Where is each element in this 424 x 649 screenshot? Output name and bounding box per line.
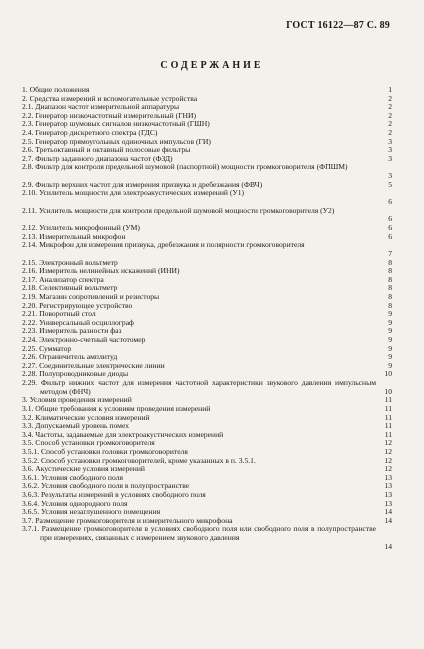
toc-entry-number: 3.6.1. — [22, 473, 41, 482]
toc-entry — [22, 448, 392, 457]
toc-entry-page: 9 — [388, 352, 392, 362]
toc-entry-text — [22, 146, 376, 155]
toc-entry-page: 11 — [384, 412, 392, 422]
toc-entry-number: 2.1. — [22, 103, 36, 112]
table-of-contents — [22, 86, 392, 551]
toc-entry-number: 3. — [22, 396, 30, 405]
toc-entry-page: 6 — [388, 214, 392, 224]
toc-entry-title: Фильтр для контроля предельной шумовой (паспортной) мощности громкоговорителя (ФПШМ) — [35, 163, 348, 172]
toc-entry — [22, 155, 392, 164]
toc-entry — [22, 163, 392, 180]
toc-entry-text — [22, 310, 376, 319]
toc-entry-text — [22, 508, 376, 517]
toc-entry — [22, 379, 392, 396]
toc-entry — [22, 120, 392, 129]
toc-entry — [22, 259, 392, 268]
toc-entry-number: 2.7. — [22, 154, 36, 163]
toc-entry — [22, 103, 392, 112]
toc-entry-title: Климатические условия измерений — [35, 413, 150, 422]
toc-entry-text — [22, 414, 376, 423]
toc-entry-text — [22, 112, 376, 121]
toc-entry-text — [22, 293, 376, 302]
toc-entry-title: Генератор прямоугольных одиночных импульсов (ГИ) — [35, 137, 211, 146]
toc-entry — [22, 370, 392, 379]
toc-entry — [22, 482, 392, 491]
toc-entry-title: Усилитель мощности для контроля предельной шумовой мощности громкоговорителя (У2) — [38, 206, 335, 215]
toc-entry-title: Общие требования к условиям проведения измерений — [35, 404, 211, 413]
toc-entry — [22, 431, 392, 440]
toc-entry-page: 8 — [388, 266, 392, 276]
toc-entry — [22, 396, 392, 405]
toc-entry-title: Допускаемый уровень помех — [35, 422, 130, 431]
toc-entry-number: 2.13. — [22, 232, 40, 241]
toc-entry-page: 9 — [388, 335, 392, 345]
toc-entry-title: Размещение громкоговорителя и измерительного микрофона — [35, 516, 233, 525]
toc-entry-title: Условия свободного поля — [40, 473, 123, 482]
toc-entry-number: 3.6.3. — [22, 490, 41, 499]
toc-entry-number: 2.27. — [22, 361, 40, 370]
toc-entry-page: 8 — [388, 292, 392, 302]
toc-entry-number: 3.1. — [22, 404, 36, 413]
toc-entry-number: 2.15. — [22, 258, 40, 267]
toc-entry-title: Электронный вольтметр — [39, 258, 118, 267]
toc-entry-text — [22, 224, 376, 233]
toc-entry — [22, 525, 392, 551]
toc-entry-number: 2.18. — [22, 284, 40, 293]
toc-entry-number: 2.14. — [22, 241, 40, 250]
toc-entry-page: 3 — [388, 153, 392, 163]
toc-entry — [22, 310, 392, 319]
toc-entry-number: 3.5.2. — [22, 456, 41, 465]
toc-entry-page: 14 — [384, 541, 392, 551]
toc-entry-page: 13 — [384, 472, 392, 482]
toc-entry-text — [22, 396, 376, 405]
toc-entry-title: Генератор низкочастотный измерительный (ГНИ) — [35, 111, 197, 120]
toc-entry — [22, 112, 392, 121]
toc-entry-text — [22, 155, 376, 164]
toc-entry — [22, 336, 392, 345]
toc-entry-title: Способ установки громкоговорителей, кроме указанных в п. 3.5.1. — [40, 456, 256, 465]
toc-entry — [22, 500, 392, 509]
toc-entry — [22, 457, 392, 466]
toc-entry-title: Третьоктавный и октавный полосовые фильтры — [35, 146, 191, 155]
toc-entry-page: 14 — [384, 515, 392, 525]
toc-entry — [22, 353, 392, 362]
toc-entry-number: 2.26. — [22, 353, 40, 362]
toc-entry — [22, 189, 392, 206]
toc-entry-title: Усилитель микрофонный (УМ) — [39, 224, 140, 233]
toc-entry-number: 2.29. — [22, 379, 41, 387]
toc-entry — [22, 327, 392, 336]
toc-entry-number: 1. — [22, 86, 30, 94]
toc-entry-text — [22, 482, 376, 491]
toc-entry-title: Размещение громкоговорителя в условиях свободного поля или свободного поля в полупространстве при измерениях, связанных с измерением звукового давления — [40, 525, 376, 542]
toc-entry-title: Магазин сопротивлений и резисторы — [39, 293, 160, 302]
toc-entry-text — [22, 207, 376, 216]
toc-entry-page: 11 — [384, 395, 392, 405]
toc-entry-page: 8 — [388, 283, 392, 293]
toc-entry — [22, 362, 392, 371]
toc-entry-page: 9 — [388, 326, 392, 336]
toc-entry-text — [22, 129, 376, 138]
toc-entry — [22, 474, 392, 483]
toc-entry-title: Диапазон частот измерительной аппаратуры — [35, 103, 180, 112]
toc-entry — [22, 86, 392, 95]
toc-entry-text — [22, 491, 376, 500]
toc-entry — [22, 284, 392, 293]
toc-entry-text — [22, 353, 376, 362]
toc-entry-title: Условия проведения измерений — [29, 396, 132, 405]
toc-entry-text — [22, 379, 376, 396]
toc-entry-number: 3.5. — [22, 439, 36, 448]
toc-entry-title: Полупроводниковые диоды — [39, 370, 129, 379]
toc-entry-title: Способ установки головки громкоговорителя — [40, 447, 188, 456]
toc-entry-page: 2 — [388, 110, 392, 120]
toc-entry-page: 5 — [388, 179, 392, 189]
toc-entry-text — [22, 120, 376, 129]
toc-entry-number: 2.17. — [22, 275, 40, 284]
toc-entry-title: Ограничитель амплитуд — [39, 353, 118, 362]
toc-entry — [22, 181, 392, 190]
toc-entry-number: 2.11. — [22, 206, 39, 215]
toc-entry-page: 10 — [384, 369, 392, 379]
toc-entry-text — [22, 345, 376, 354]
toc-entry — [22, 345, 392, 354]
toc-entry-text — [22, 448, 376, 457]
toc-entry-text — [22, 241, 376, 250]
toc-entry-text — [22, 103, 376, 112]
toc-entry-page: 12 — [384, 438, 392, 448]
toc-entry — [22, 465, 392, 474]
toc-entry-page: 9 — [388, 317, 392, 327]
toc-entry-text — [22, 517, 376, 526]
toc-entry-page: 13 — [384, 489, 392, 499]
toc-entry-title: Фильтр верхних частот для измерения призвука и дребезжания (ФВЧ) — [35, 180, 263, 189]
toc-entry-text — [22, 431, 376, 440]
toc-entry-page: 3 — [388, 136, 392, 146]
toc-entry-title: Средства измерений и вспомогательные устройства — [29, 94, 198, 103]
toc-entry — [22, 422, 392, 431]
toc-entry-page: 12 — [384, 455, 392, 465]
toc-entry-page: 10 — [384, 386, 392, 396]
toc-entry — [22, 129, 392, 138]
toc-entry-text — [22, 276, 376, 285]
toc-entry-page: 9 — [388, 343, 392, 353]
toc-entry-title: Условия незаглушенного помещения — [40, 508, 161, 517]
toc-entry — [22, 138, 392, 147]
toc-entry-page: 13 — [384, 498, 392, 508]
toc-entry-page: 6 — [388, 197, 392, 207]
toc-entry — [22, 508, 392, 517]
toc-entry-number: 2.8. — [22, 163, 36, 172]
toc-entry-number: 3.3. — [22, 422, 36, 431]
toc-title: СОДЕРЖАНИЕ — [160, 60, 264, 71]
toc-entry-page: 1 — [388, 85, 392, 94]
toc-entry — [22, 241, 392, 258]
toc-entry-title: Фильтр заданного диапазона частот (ФЗД) — [35, 154, 173, 163]
toc-entry-number: 3.7. — [22, 516, 36, 525]
toc-entry-number: 2.3. — [22, 120, 36, 129]
toc-entry-title: Измерительный микрофон — [39, 232, 126, 241]
toc-entry — [22, 414, 392, 423]
toc-entry — [22, 95, 392, 104]
toc-entry-text — [22, 336, 376, 345]
toc-entry-title: Анализатор спектра — [39, 275, 104, 284]
toc-entry — [22, 207, 392, 224]
toc-entry-page: 14 — [384, 507, 392, 517]
toc-entry — [22, 293, 392, 302]
toc-entry-page: 3 — [388, 171, 392, 181]
toc-entry-page: 8 — [388, 274, 392, 284]
toc-entry-number: 2.12. — [22, 224, 40, 233]
toc-entry-text — [22, 457, 376, 466]
toc-entry-text — [22, 189, 376, 198]
toc-entry-title: Результаты измерений в условиях свободного поля — [40, 490, 206, 499]
toc-entry-text — [22, 500, 376, 509]
toc-entry-text — [22, 302, 376, 311]
toc-entry-page: 6 — [388, 223, 392, 233]
toc-entry-text — [22, 163, 376, 172]
toc-entry-number: 3.6.4. — [22, 499, 41, 508]
toc-entry-text — [22, 405, 376, 414]
toc-entry-page: 2 — [388, 102, 392, 112]
toc-entry-title: Фильтр нижних частот для измерения частотной характеристики звукового давления импульсным методом (ФНЧ) — [40, 379, 376, 396]
toc-entry-text — [22, 422, 376, 431]
toc-entry-number: 2.24. — [22, 336, 40, 345]
toc-entry-title: Измеритель разности фаз — [39, 327, 122, 336]
toc-entry-page: 3 — [388, 145, 392, 155]
toc-entry-number: 3.6. — [22, 465, 36, 474]
toc-entry-text — [22, 439, 376, 448]
toc-entry-number: 2.21. — [22, 310, 40, 319]
toc-entry-text — [22, 525, 376, 542]
toc-entry-text — [22, 86, 376, 95]
toc-entry-number: 3.6.2. — [22, 482, 41, 491]
toc-entry-page: 11 — [384, 421, 392, 431]
toc-entry-page: 2 — [388, 93, 392, 103]
page-header: ГОСТ 16122—87 С. 89 — [286, 20, 390, 31]
toc-entry-number: 2.9. — [22, 180, 36, 189]
toc-entry-number: 2.4. — [22, 128, 36, 137]
toc-entry — [22, 491, 392, 500]
toc-entry-text — [22, 259, 376, 268]
toc-entry-number: 2. — [22, 94, 30, 103]
toc-entry-title: Общие положения — [29, 86, 90, 94]
toc-entry-title: Акустические условия измерений — [35, 465, 145, 474]
toc-entry-page: 9 — [388, 360, 392, 370]
toc-entry-number: 2.23. — [22, 327, 40, 336]
toc-entry — [22, 302, 392, 311]
toc-entry-number: 3.6.5. — [22, 508, 41, 517]
toc-entry-text — [22, 138, 376, 147]
toc-entry-number: 3.5.1. — [22, 447, 41, 456]
toc-entry-number: 2.19. — [22, 293, 40, 302]
toc-entry-number: 2.20. — [22, 301, 40, 310]
toc-entry-text — [22, 267, 376, 276]
toc-entry-text — [22, 95, 376, 104]
toc-entry — [22, 267, 392, 276]
toc-entry-number: 3.4. — [22, 430, 36, 439]
toc-entry — [22, 224, 392, 233]
toc-entry-number: 2.25. — [22, 344, 40, 353]
toc-entry-title: Электронно-счетный частотомер — [39, 336, 146, 345]
toc-entry — [22, 517, 392, 526]
toc-entry-title: Микрофон для измерения призвука, дребезжания и полярности громкоговорителя — [39, 241, 305, 250]
toc-entry-title: Соединительные электрические линии — [39, 361, 165, 370]
toc-entry-title: Условия однородного поля — [40, 499, 128, 508]
toc-entry-title: Универсальный осциллограф — [39, 318, 134, 327]
toc-entry-text — [22, 233, 376, 242]
toc-entry — [22, 319, 392, 328]
toc-entry-number: 2.28. — [22, 370, 40, 379]
toc-entry-page: 13 — [384, 481, 392, 491]
toc-entry-page: 6 — [388, 231, 392, 241]
toc-entry-page: 12 — [384, 446, 392, 456]
toc-entry-page: 8 — [388, 300, 392, 310]
toc-entry-page: 12 — [384, 464, 392, 474]
toc-entry-number: 2.6. — [22, 146, 36, 155]
toc-entry-title: Способ установки громкоговорителя — [35, 439, 155, 448]
toc-entry-title: Генератор дискретного спектра (ГДС) — [35, 128, 158, 137]
toc-entry-number: 2.10. — [22, 189, 40, 198]
toc-entry-text — [22, 181, 376, 190]
toc-entry-title: Сумматор — [39, 344, 72, 353]
toc-entry-number: 3.7.1. — [22, 525, 42, 534]
toc-entry-text — [22, 474, 376, 483]
toc-entry-title: Генератор шумовых сигналов низкочастотный (ГШН) — [35, 120, 210, 129]
toc-entry-page: 11 — [384, 429, 392, 439]
toc-entry-title: Поворотный стол — [39, 310, 96, 319]
toc-entry-number: 2.2. — [22, 111, 36, 120]
toc-entry-title: Усилитель мощности для электроакустических измерений (У1) — [39, 189, 245, 198]
toc-entry-title: Измеритель нелинейных искажений (ИНИ) — [39, 267, 180, 276]
toc-entry-text — [22, 362, 376, 371]
toc-entry-page: 11 — [384, 403, 392, 413]
toc-entry-text — [22, 319, 376, 328]
toc-entry — [22, 146, 392, 155]
toc-entry-title: Условия свободного поля в полупространстве — [40, 482, 190, 491]
toc-entry-number: 2.5. — [22, 137, 36, 146]
toc-entry-page: 7 — [388, 248, 392, 258]
toc-entry-page: 8 — [388, 257, 392, 267]
toc-entry-page: 2 — [388, 119, 392, 129]
toc-entry-text — [22, 327, 376, 336]
toc-entry-text — [22, 465, 376, 474]
toc-entry — [22, 439, 392, 448]
toc-entry-title: Регистрирующее устройство — [39, 301, 133, 310]
toc-entry-text — [22, 284, 376, 293]
toc-entry-text — [22, 370, 376, 379]
toc-entry-number: 3.2. — [22, 413, 36, 422]
toc-entry-page: 9 — [388, 309, 392, 319]
toc-entry-page: 2 — [388, 127, 392, 137]
toc-entry-number: 2.16. — [22, 267, 40, 276]
toc-entry — [22, 405, 392, 414]
toc-entry-number: 2.22. — [22, 318, 40, 327]
toc-entry — [22, 233, 392, 242]
toc-entry-title: Селективный вольтметр — [39, 284, 118, 293]
toc-entry-title: Частоты, задаваемые для электроакустических измерений — [35, 430, 224, 439]
toc-entry — [22, 276, 392, 285]
